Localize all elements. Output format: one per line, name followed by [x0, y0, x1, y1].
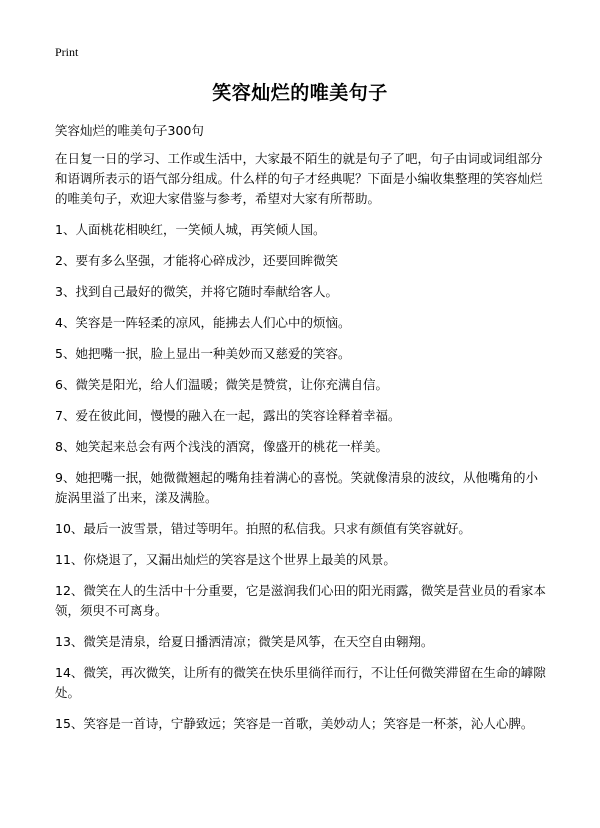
print-link[interactable]: Print	[55, 45, 79, 59]
document-body	[55, 149, 550, 745]
sentence-item-14: 14、微笑，再次微笑，让所有的微笑在快乐里徜徉而行，不让任何微笑滞留在生命的罅隙处。	[55, 665, 546, 700]
sentence-item-11: 11、你烧退了，又漏出灿烂的笑容是这个世界上最美的风景。	[55, 552, 396, 567]
intro-paragraph: 在日复一日的学习、工作或生活中，大家最不陌生的就是句子了吧，句子由词或词组部分和语调所表示的语气部分组成。什么样的句子才经典呢？下面是小编收集整理的笑容灿烂的唯美句子，欢迎大家借鉴与参考，希望对大家有所帮助。	[55, 151, 543, 206]
sentence-item-10: 10、最后一波雪景，错过等明年。拍照的私信我。只求有颜值有笑容就好。	[55, 521, 471, 536]
sentence-item-4: 4、笑容是一阵轻柔的凉风，能拂去人们心中的烦恼。	[55, 315, 351, 330]
sentence-item-2: 2、要有多么坚强，才能将心碎成沙，还要回眸微笑	[55, 253, 338, 268]
sentence-item-13: 13、微笑是清泉，给夏日播洒清凉；微笑是风筝，在天空自由翱翔。	[55, 634, 434, 649]
sentence-item-5: 5、她把嘴一抿，脸上显出一种美妙而又慈爱的笑容。	[55, 346, 351, 361]
sentence-item-9: 9、她把嘴一抿，她微微翘起的嘴角挂着满心的喜悦。笑就像清泉的波纹，从他嘴角的小旋涡里溢了出来，漾及满脸。	[55, 470, 538, 505]
sentence-item-7: 7、爱在彼此间，慢慢的融入在一起，露出的笑容诠释着幸福。	[55, 408, 401, 423]
sentence-item-12: 12、微笑在人的生活中十分重要，它是滋润我们心田的阳光雨露，微笑是营业员的看家本领，须臾不可离身。	[55, 583, 546, 618]
document-title: 笑容灿烂的唯美句子	[212, 82, 388, 104]
sentence-item-8: 8、她笑起来总会有两个浅浅的酒窝，像盛开的桃花一样美。	[55, 439, 388, 454]
sentence-item-3: 3、找到自己最好的微笑，并将它随时奉献给客人。	[55, 284, 338, 299]
document-subtitle: 笑容灿烂的唯美句子300句	[55, 123, 204, 138]
sentence-item-15: 15、笑容是一首诗，宁静致远；笑容是一首歌，美妙动人；笑容是一杯茶，沁人心脾。	[55, 716, 534, 731]
sentence-item-6: 6、微笑是阳光，给人们温暖；微笑是赞赏，让你充满自信。	[55, 377, 388, 392]
sentence-item-1: 1、人面桃花相映红，一笑倾人城，再笑倾人国。	[55, 222, 326, 237]
